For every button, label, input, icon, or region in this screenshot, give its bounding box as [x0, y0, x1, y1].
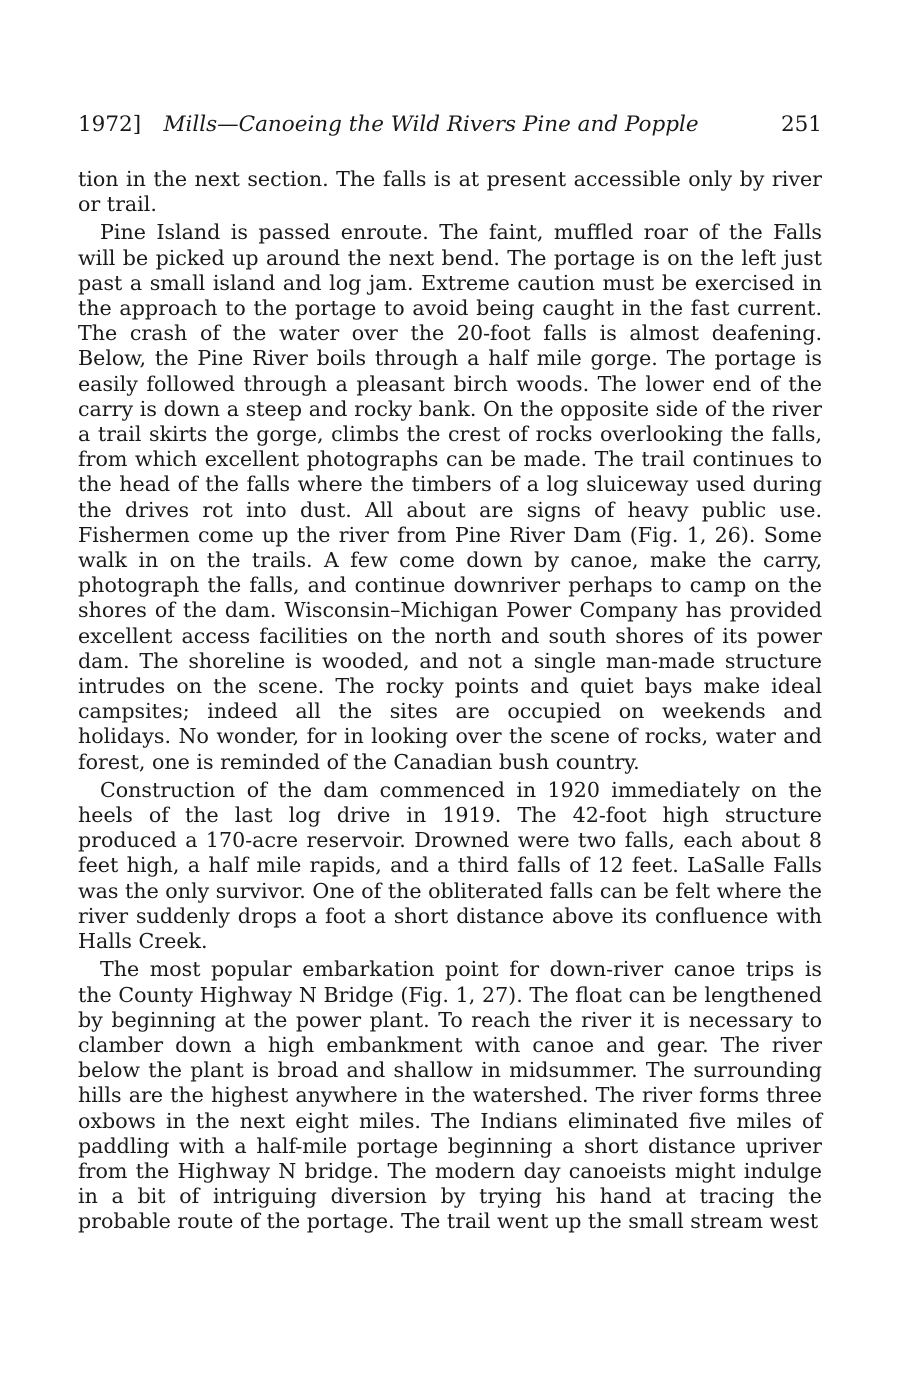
header-year: 1972] [78, 112, 142, 137]
page-number: 251 [780, 112, 822, 137]
header-title: Mills—Canoeing the Wild Rivers Pine and Popple [163, 112, 699, 137]
running-head [78, 112, 822, 137]
paragraph-continuation: tion in the next section. The falls is at present accessible only by river or trail. [78, 167, 822, 217]
document-page [78, 112, 822, 1238]
paragraph-embarkation: The most popular embarkation point for down-river canoe trips is the County Highway N Bridge (Fig. 1, 27). The float can be lengthened by beginning at the power plant. To reach the river it is necessary to clamber down a high embankment with canoe and gear. The river below the plant is broad and shallow in midsummer. The surrounding hills are the highest anywhere in the watershed. The river forms three oxbows in the next eight miles. The Indians eliminated five miles of paddling with a half-mile portage beginning a short distance upriver from the Highway N bridge. The modern day canoeists might indulge in a bit of intriguing diversion by trying his hand at tracing the probable route of the portage. The trail went up the small stream west [78, 957, 822, 1234]
paragraph-dam-construction: Construction of the dam commenced in 1920 immediately on the heels of the last log drive in 1919. The 42-foot high structure produced a 170-acre reservoir. Drowned were two falls, each about 8 feet high, a half mile rapids, and a third falls of 12 feet. LaSalle Falls was the only survivor. One of the obliterated falls can be felt where the river suddenly drops a foot a short distance above its confluence with Halls Creek. [78, 777, 822, 954]
paragraph-pine-island: Pine Island is passed enroute. The faint, muffled roar of the Falls will be picked up around the next bend. The portage is on the left just past a small island and log jam. Extreme caution must be exercised in the approach to the portage to avoid being caught in the fast current. The crash of the water over the 20-foot falls is almost deafening. Below, the Pine River boils through a half mile gorge. The portage is easily followed through a pleasant birch woods. The lower end of the carry is down a steep and rocky bank. On the opposite side of the river a trail skirts the gorge, climbs the crest of rocks overlooking the falls, from which excellent photographs can be made. The trail continues to the head of the falls where the timbers of a log sluiceway used during the drives rot into dust. All about are signs of heavy public use. Fishermen come up the river from Pine River Dam (Fig. 1, 26). Some walk in on the trails. A few come down by canoe, make the carry, photograph the falls, and continue downriver perhaps to camp on the shores of the dam. Wisconsin–Michigan Power Company has provided excellent access facilities on the north and south shores of its power dam. The shoreline is wooded, and not a single man-made structure intrudes on the scene. The rocky points and quiet bays make ideal campsites; indeed all the sites are occupied on weekends and holidays. No wonder, for in looking over the scene of rocks, water and forest, one is reminded of the Canadian bush country. [78, 220, 822, 774]
